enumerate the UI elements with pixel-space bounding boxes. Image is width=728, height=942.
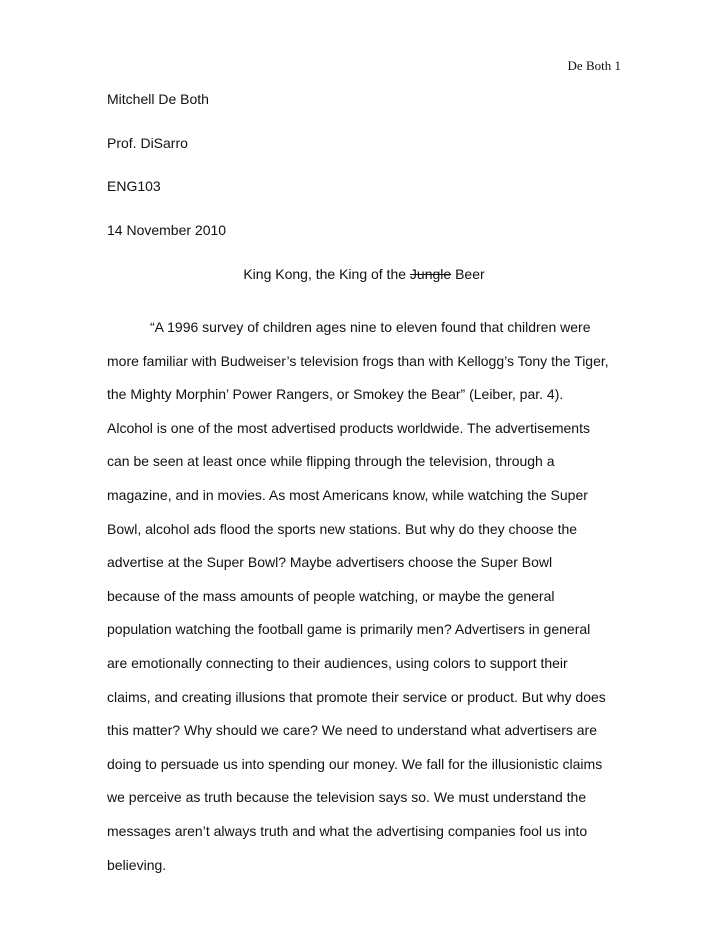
running-head: De Both 1	[567, 58, 621, 73]
title-struck-word: Jungle	[409, 266, 452, 282]
paper-title	[0, 266, 728, 282]
body-line: advertise at the Super Bowl? Maybe advertisers choose the Super Bowl	[107, 554, 553, 571]
title-text-after: Beer	[451, 266, 485, 282]
body-line: doing to persuade us into spending our money. We fall for the illusionistic claims	[107, 755, 603, 772]
body-line: claims, and creating illusions that promote their service or product. But why does	[107, 688, 606, 705]
body-line: can be seen at least once while flipping through the television, through a	[107, 453, 555, 470]
body-line: believing.	[107, 856, 167, 873]
body-line: we perceive as truth because the television says so. We must understand the	[107, 789, 587, 806]
paper-date: 14 November 2010	[107, 222, 227, 238]
course-code: ENG103	[107, 178, 161, 194]
body-line: Bowl, alcohol ads flood the sports new stations. But why do they choose the	[107, 520, 578, 537]
body-line: Alcohol is one of the most advertised products worldwide. The advertisements	[107, 419, 590, 436]
body-paragraph	[107, 311, 627, 882]
body-line: “A 1996 survey of children ages nine to eleven found that children were	[150, 319, 591, 335]
title-text-before: King Kong, the King of the	[243, 266, 410, 282]
body-line: this matter? Why should we care? We need to understand what advertisers are	[107, 722, 597, 739]
body-line: are emotionally connecting to their audiences, using colors to support their	[107, 654, 568, 671]
body-line: because of the mass amounts of people watching, or maybe the general	[107, 587, 555, 604]
body-line: more familiar with Budweiser’s television frogs than with Kellogg’s Tony the Tiger,	[107, 352, 609, 369]
author-name: Mitchell De Both	[107, 91, 209, 107]
body-line: population watching the football game is primarily men? Advertisers in general	[107, 621, 591, 638]
body-line: magazine, and in movies. As most Americans know, while watching the Super	[107, 486, 588, 503]
body-line: the Mighty Morphin’ Power Rangers, or Smokey the Bear” (Leiber, par. 4).	[107, 386, 564, 403]
body-line: messages aren’t always truth and what the advertising companies fool us into	[107, 822, 588, 839]
instructor-name: Prof. DiSarro	[107, 135, 188, 151]
